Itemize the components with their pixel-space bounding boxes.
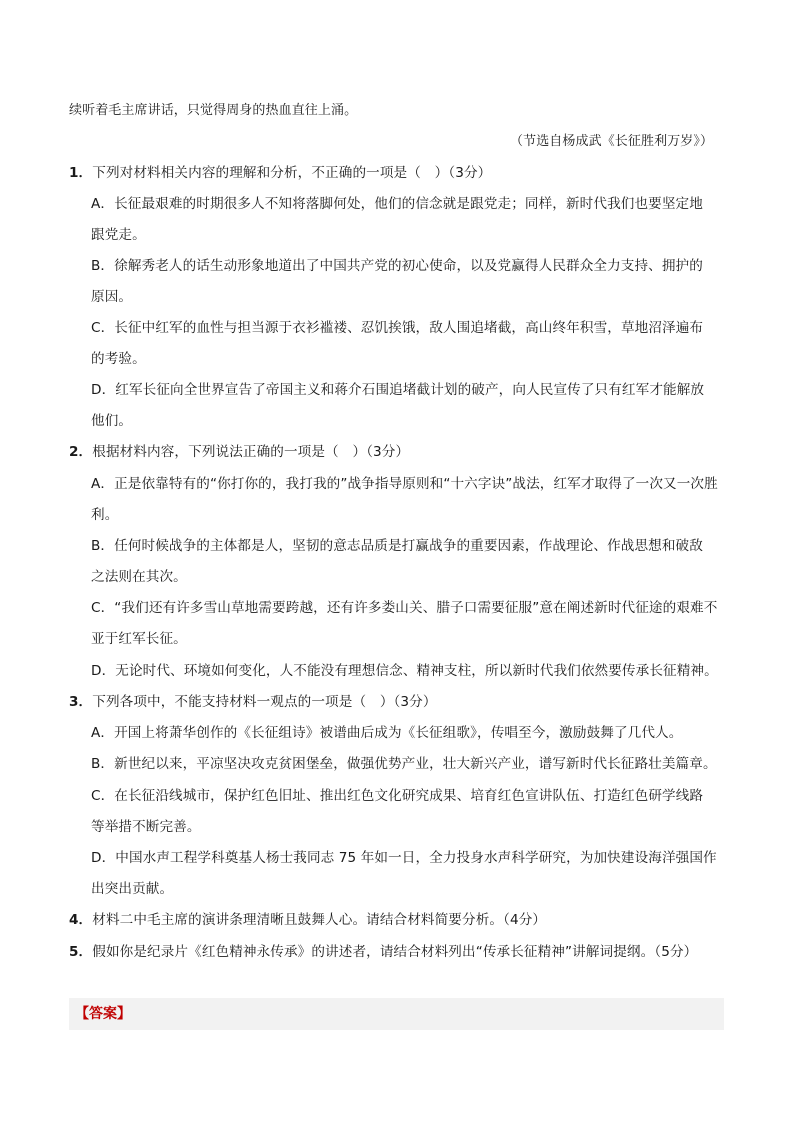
- q3-option-d: D．中国水声工程学科奠基人杨士莪同志 75 年如一日，全力投身水声科学研究，为加快建设海洋强国作: [91, 850, 717, 866]
- q1-option-b: B．徐解秀老人的话生动形象地道出了中国共产党的初心使命，以及党赢得人民群众全力支持、拥护的: [91, 258, 703, 274]
- question-stem: 根据材料内容，下列说法正确的一项是（ ）（3分）: [92, 444, 410, 460]
- question-stem: 下列对材料相关内容的理解和分析，不正确的一项是（ ）（3分）: [92, 165, 492, 181]
- q3-option-d-cont: 出突出贡献。: [91, 881, 174, 897]
- question-2: [69, 442, 409, 462]
- q3-option-a: A．开国上将萧华创作的《长征组诗》被谱曲后成为《长征组歌》，传唱至今，激励鼓舞了几代人。: [91, 725, 683, 741]
- q3-option-b: B．新世纪以来，平凉坚决攻克贫困堡垒，做强优势产业，壮大新兴产业，谱写新时代长征路壮美篇章。: [91, 756, 717, 772]
- answer-label: 【答案】: [75, 1006, 131, 1022]
- question-number: 2．: [69, 444, 93, 460]
- q1-option-a-cont: 跟党走。: [91, 227, 146, 243]
- question-3: [69, 692, 437, 712]
- q1-option-d-cont: 他们。: [91, 413, 133, 429]
- question-1: [69, 163, 491, 183]
- q3-option-c: C．在长征沿线城市，保护红色旧址、推出红色文化研究成果、培育红色宣讲队伍、打造红色研学线路: [91, 788, 704, 804]
- passage-source: （节选自杨成武《长征胜利万岁》）: [510, 134, 714, 149]
- question-stem: 假如你是纪录片《红色精神永传承》的讲述者，请结合材料列出“传承长征精神”讲解词提纲。（5分）: [92, 944, 698, 960]
- q2-option-c-cont: 亚于红军长征。: [91, 631, 187, 647]
- q1-option-a: A．长征最艰难的时期很多人不知将落脚何处，他们的信念就是跟党走；同样，新时代我们也要坚定地: [91, 196, 703, 212]
- question-5: [69, 942, 697, 962]
- question-number: 5．: [69, 944, 93, 960]
- question-number: 4．: [69, 912, 93, 928]
- question-number: 3．: [69, 694, 93, 710]
- passage-tail: 续听着毛主席讲话，只觉得周身的热血直往上涌。: [69, 103, 358, 118]
- q1-option-d: D．红军长征向全世界宣告了帝国主义和蒋介石围追堵截计划的破产，向人民宣传了只有红军才能解放: [91, 382, 705, 398]
- question-4: [69, 910, 546, 930]
- q2-option-a: A．正是依靠特有的“你打你的，我打我的”战争指导原则和“十六字诀”战法，红军才取得了一次又一次胜: [91, 476, 718, 492]
- q2-option-c: C．“我们还有许多雪山草地需要跨越，还有许多娄山关、腊子口需要征服”意在阐述新时代征途的艰难不: [91, 600, 718, 616]
- q1-option-b-cont: 原因。: [91, 289, 133, 305]
- question-stem: 下列各项中，不能支持材料一观点的一项是（ ）（3分）: [92, 694, 437, 710]
- q2-option-a-cont: 利。: [91, 507, 119, 523]
- q2-option-d: D．无论时代、环境如何变化，人不能没有理想信念、精神支柱，所以新时代我们依然要传承长征精神。: [91, 663, 718, 679]
- question-number: 1．: [69, 165, 93, 181]
- q3-option-c-cont: 等举措不断完善。: [91, 819, 201, 835]
- q1-option-c-cont: 的考验。: [91, 351, 146, 367]
- question-stem: 材料二中毛主席的演讲条理清晰且鼓舞人心。请结合材料简要分析。（4分）: [92, 912, 547, 928]
- q1-option-c: C．长征中红军的血性与担当源于衣衫褴褛、忍饥挨饿，敌人围追堵截，高山终年积雪，草地沼泽遍布: [91, 320, 704, 336]
- answer-section-bar: [69, 998, 724, 1030]
- q2-option-b: B．任何时候战争的主体都是人，坚韧的意志品质是打赢战争的重要因素，作战理论、作战思想和破敌: [91, 538, 703, 554]
- q2-option-b-cont: 之法则在其次。: [91, 569, 187, 585]
